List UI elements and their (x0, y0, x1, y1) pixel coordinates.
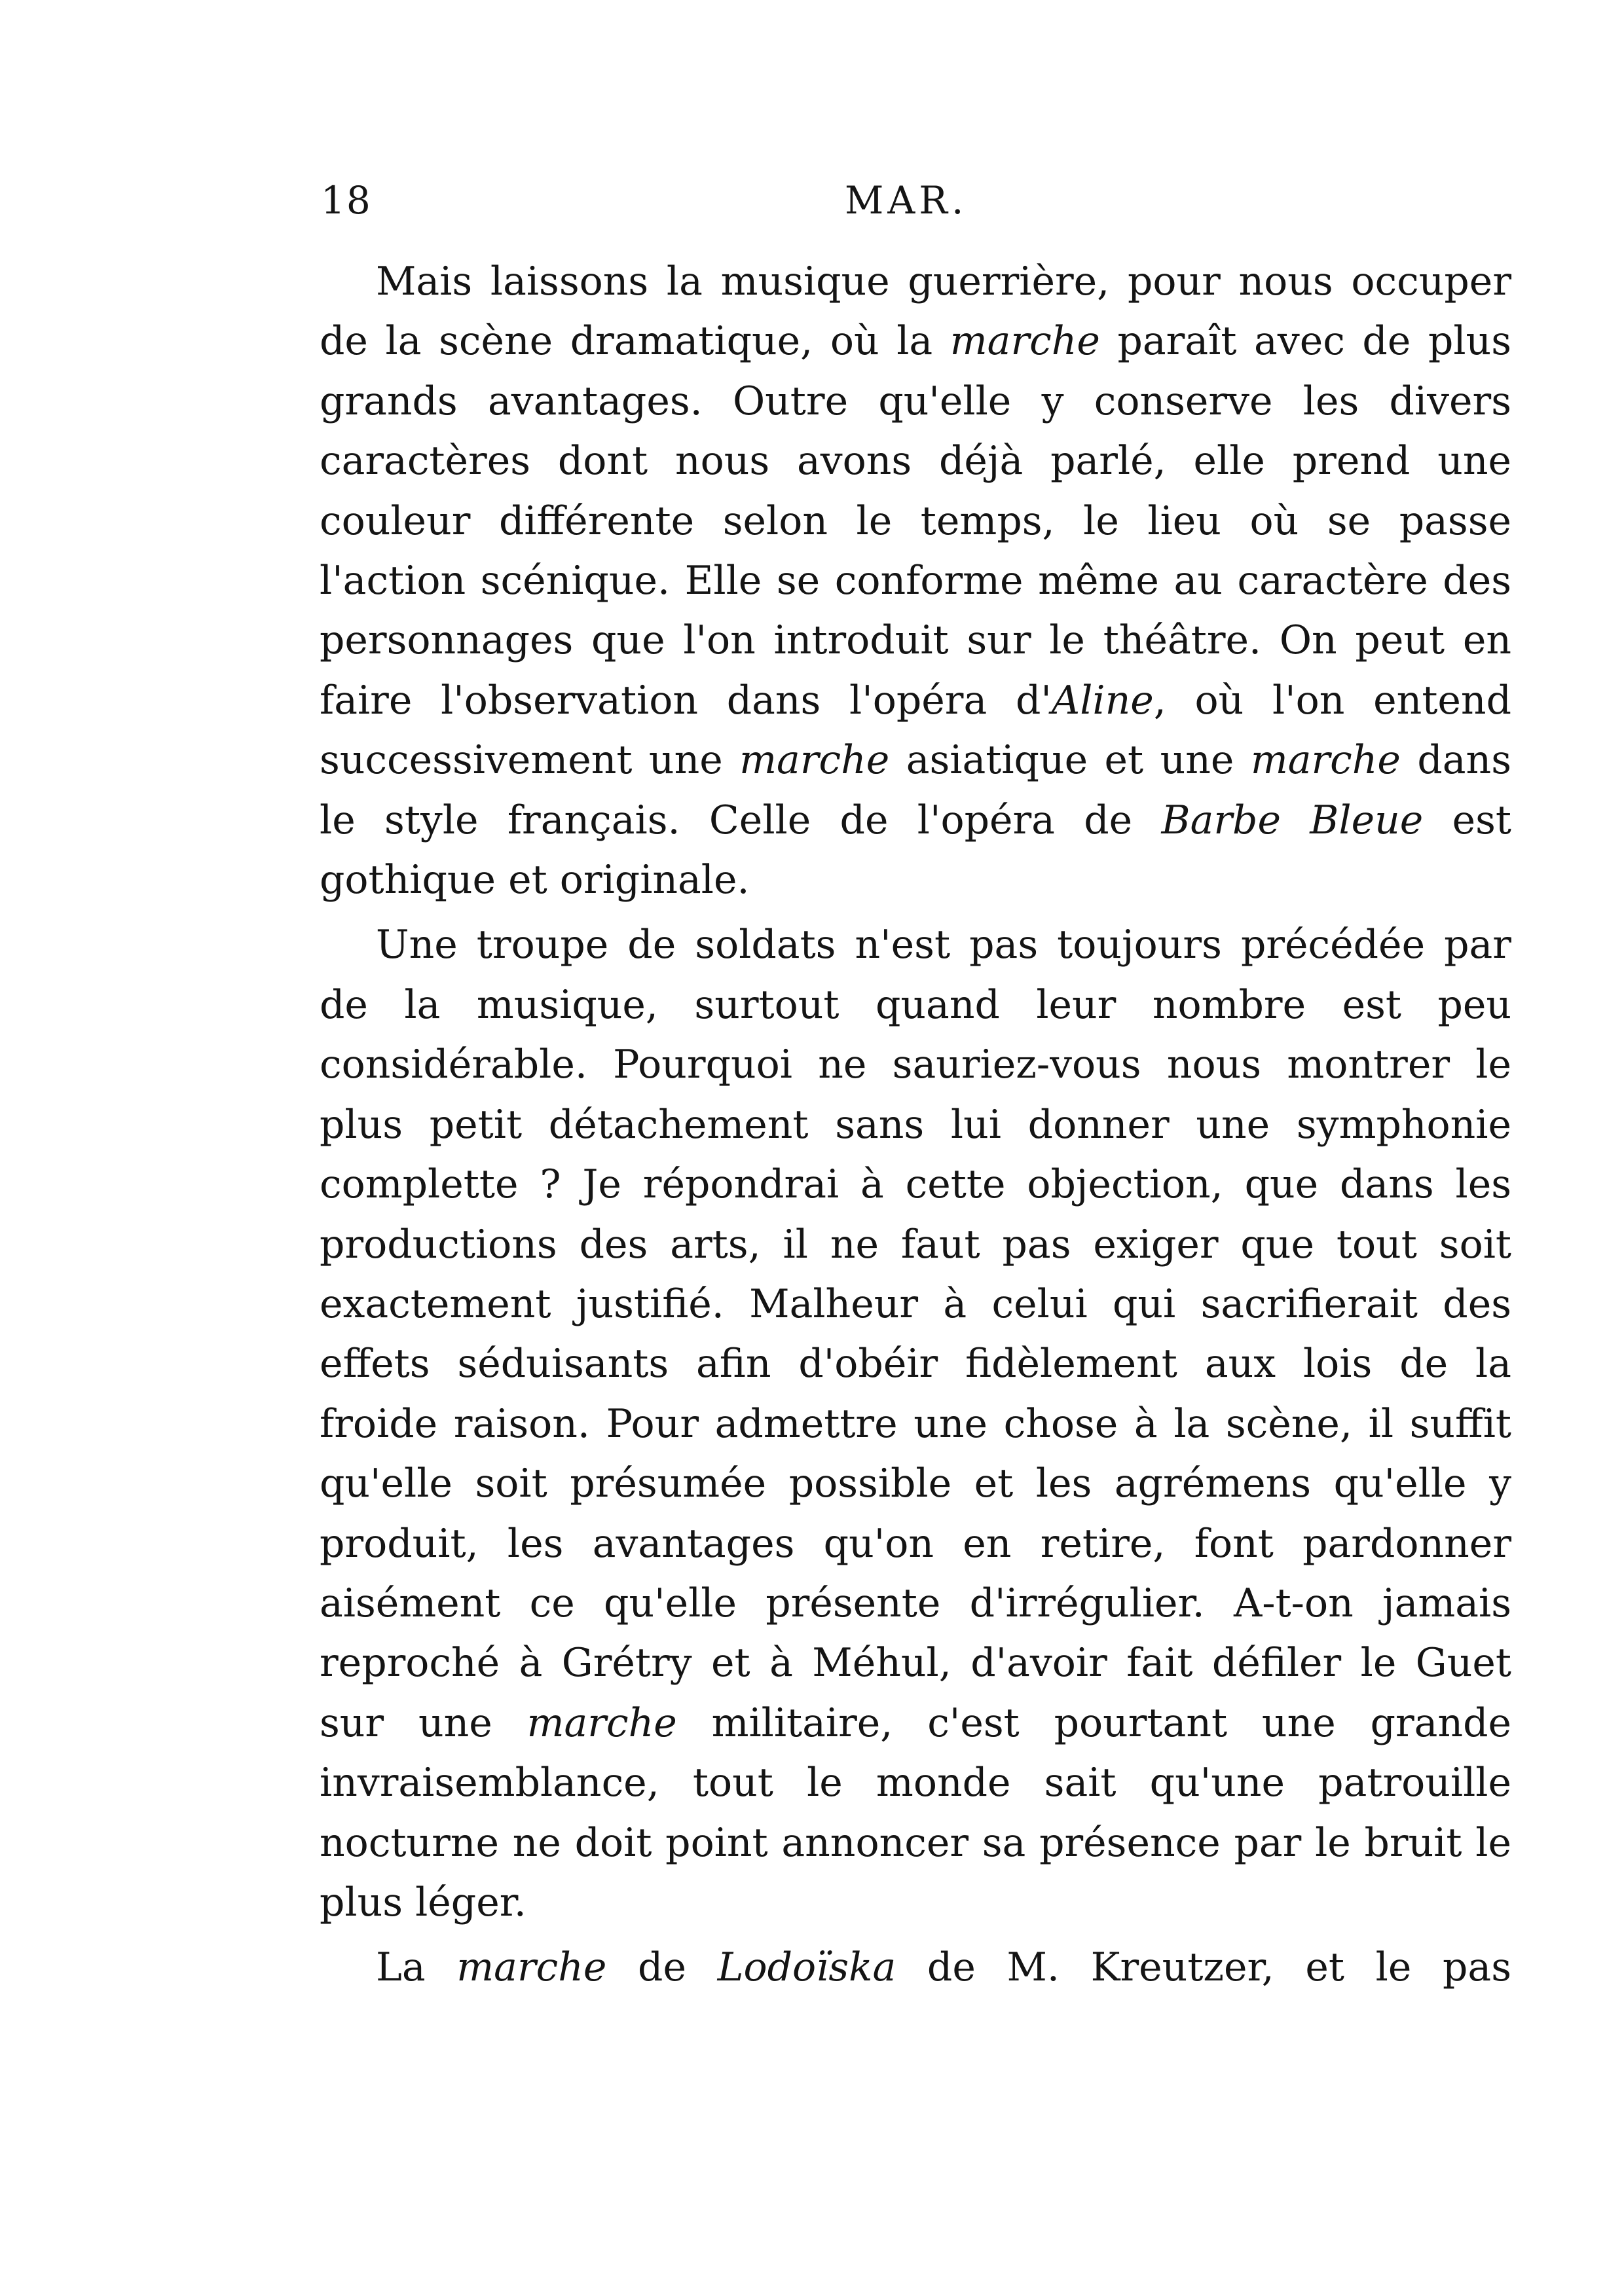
text-run: paraît avec de plus grands avantages. Outre qu'elle y conserve les divers caractères dont nous avons déjà parlé, elle prend une couleur différente selon le temps, le lieu où se passe l'action scénique. Elle se conforme même au caractère des personnages que l'on introduit sur le théâtre. On peut en faire l'observation dans l'opéra d' (320, 318, 1511, 723)
italic-term: marche (739, 737, 890, 784)
text-run: militaire, c'est pourtant une grande invraisemblance, tout le monde sait qu'une patrouille nocturne ne doit point annoncer sa présence par le bruit le plus léger. (320, 1700, 1512, 1925)
text-run: asiatique et une (889, 737, 1251, 784)
italic-term: marche (526, 1700, 677, 1746)
italic-term: marche (456, 1944, 607, 1991)
running-head (321, 178, 1513, 230)
text-run: , où l'on entend successivement une (320, 677, 1511, 784)
text-run: de (606, 1944, 718, 1991)
text-run: de M. Kreutzer, et le pas (896, 1944, 1511, 1991)
text-run: Mais laissons la musique guerrière, pour nous occuper de la scène dramatique, où la (320, 259, 1511, 365)
italic-title: Aline (1051, 677, 1154, 723)
text-run: La (376, 1944, 457, 1991)
text-body (320, 252, 1511, 1998)
paragraph (320, 252, 1511, 910)
italic-term: marche (1250, 737, 1401, 784)
text-run: Une troupe de soldats n'est pas toujours précédée par de la musique, surtout quand leur nombre est peu considérable. Pourquoi ne sauriez-vous nous montrer le plus petit détachement sans lui donner une symphonie complette ? Je répondrai à cette objection, que dans les productions des arts, il ne faut pas exiger que tout soit exactement justifié. Malheur à celui qui sacrifierait des effets séduisants afin d'obéir fidèlement aux lois de la froide raison. Pour admettre une chose à la scène, il suffit qu'elle soit présumée possible et les agrémens qu'elle y produit, les avantages qu'on en retire, font pardonner aisément ce qu'elle présente d'irrégulier. A-t-on jamais reproché à Grétry et à Méhul, d'avoir fait défiler le Guet sur une (320, 922, 1511, 1746)
page-number: 18 (321, 178, 372, 223)
paragraph (320, 915, 1511, 1933)
italic-term: marche (950, 318, 1100, 365)
page-heading: MAR. (845, 178, 968, 223)
text-run: est gothique et originale. (320, 797, 1511, 903)
paragraph (320, 1938, 1511, 1997)
italic-title: Lodoïska (717, 1944, 896, 1991)
italic-title: Barbe Bleue (1161, 797, 1424, 843)
text-run: dans le style français. Celle de l'opéra de (320, 737, 1511, 843)
